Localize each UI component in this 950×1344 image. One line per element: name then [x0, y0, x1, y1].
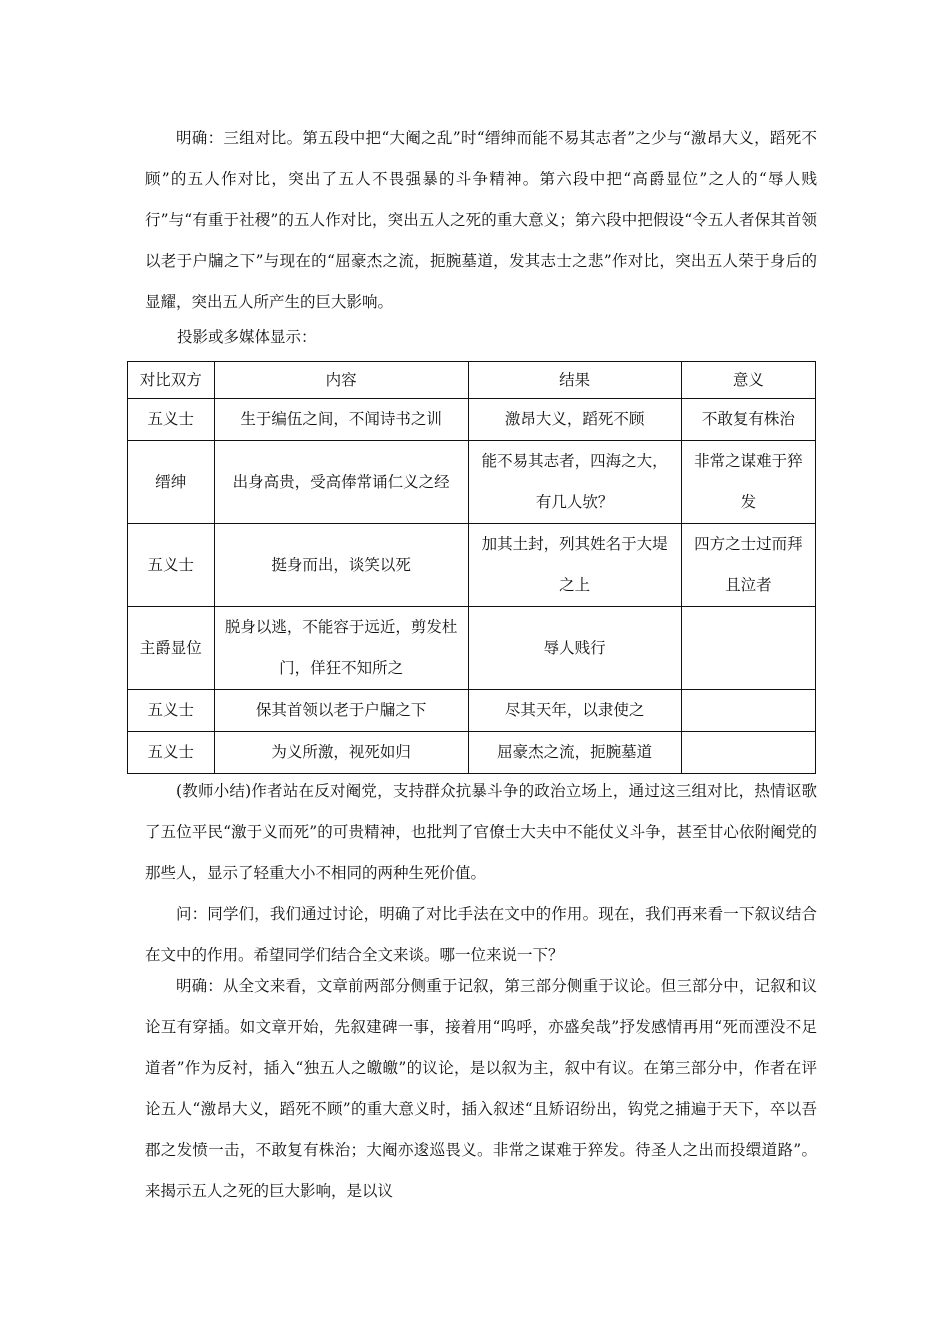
header-cell: 结果 — [468, 362, 681, 399]
paragraph-narration-discussion: 明确：从全文来看，文章前两部分侧重于记叙，第三部分侧重于议论。但三部分中，记叙和议论互有穿插。如文章开始，先叙建碑一事，接着用“呜呼，亦盛矣哉”抒发感情再用“死而湮没不足道者”作为反衬，插入“独五人之皦皦”的议论，是以叙为主，叙中有议。在第三部分中，作者在评论五人“激昂大义，蹈死不顾”的重大意义时，插入叙述“且矫诏纷出，钩党之捕遍于天下，卒以吾郡之发愤一击，不敢复有株治；大阉亦逡巡畏义。非常之谋难于猝发。待圣人之出而投缳道路”。来揭示五人之死的巨大影响，是以议 — [145, 977, 817, 1200]
table-cell: 五义士 — [128, 690, 215, 732]
table-cell: 生于编伍之间，不闻诗书之训 — [214, 399, 468, 441]
table-cell: 非常之谋难于猝发 — [681, 441, 815, 524]
table-cell: 辱人贱行 — [468, 607, 681, 690]
comparison-table — [127, 361, 816, 774]
table-cell: 屈豪杰之流，扼腕墓道 — [468, 732, 681, 774]
table-cell: 五义士 — [128, 399, 215, 441]
table-cell: 保其首领以老于户牖之下 — [214, 690, 468, 732]
table-cell: 出身高贵，受高俸常诵仁义之经 — [214, 441, 468, 524]
table-row — [128, 524, 816, 607]
table-cell: 能不易其志者，四海之大，有几人欤？ — [468, 441, 681, 524]
table-row — [128, 607, 816, 690]
table-row — [128, 690, 816, 732]
header-cell: 对比双方 — [128, 362, 215, 399]
table-header-row — [128, 362, 816, 399]
table-cell — [681, 690, 815, 732]
table-cell: 尽其天年，以隶使之 — [468, 690, 681, 732]
table-caption: 投影或多媒体显示： — [177, 328, 317, 346]
table-cell: 脱身以逃，不能容于远近，剪发杜门，佯狂不知所之 — [214, 607, 468, 690]
table-cell: 不敢复有株治 — [681, 399, 815, 441]
table-cell: 激昂大义，蹈死不顾 — [468, 399, 681, 441]
header-cell: 内容 — [214, 362, 468, 399]
table-cell: 主爵显位 — [128, 607, 215, 690]
table-cell — [681, 732, 815, 774]
header-cell: 意义 — [681, 362, 815, 399]
table-cell: 五义士 — [128, 732, 215, 774]
table-cell: 挺身而出，谈笑以死 — [214, 524, 468, 607]
table-row — [128, 732, 816, 774]
table-cell — [681, 607, 815, 690]
table-cell: 缙绅 — [128, 441, 215, 524]
table-row — [128, 441, 816, 524]
paragraph-question: 问：同学们，我们通过讨论，明确了对比手法在文中的作用。现在，我们再来看一下叙议结合在文中的作用。希望同学们结合全文来谈。哪一位来说一下？ — [145, 905, 817, 964]
table-cell: 四方之士过而拜且泣者 — [681, 524, 815, 607]
paragraph-teacher-summary: (教师小结)作者站在反对阉党，支持群众抗暴斗争的政治立场上，通过这三组对比，热情讴歌了五位平民“激于义而死”的可贵精神，也批判了官僚士大夫中不能仗义斗争，甚至甘心依附阉党的那些人，显示了轻重大小不相同的两种生死价值。 — [145, 782, 817, 882]
table-row — [128, 399, 816, 441]
paragraph-contrast-summary: 明确：三组对比。第五段中把“大阉之乱”时“缙绅而能不易其志者”之少与“激昂大义，蹈死不顾”的五人作对比，突出了五人不畏强暴的斗争精神。第六段中把“高爵显位”之人的“辱人贱行”与“有重于社稷”的五人作对比，突出五人之死的重大意义；第六段中把假设“令五人者保其首领以老于户牖之下”与现在的“屈豪杰之流，扼腕墓道，发其志士之悲”作对比，突出五人荣于身后的显耀，突出五人所产生的巨大影响。 — [145, 129, 817, 311]
table-cell: 五义士 — [128, 524, 215, 607]
table-cell: 为义所激，视死如归 — [214, 732, 468, 774]
table-cell: 加其土封，列其姓名于大堤之上 — [468, 524, 681, 607]
